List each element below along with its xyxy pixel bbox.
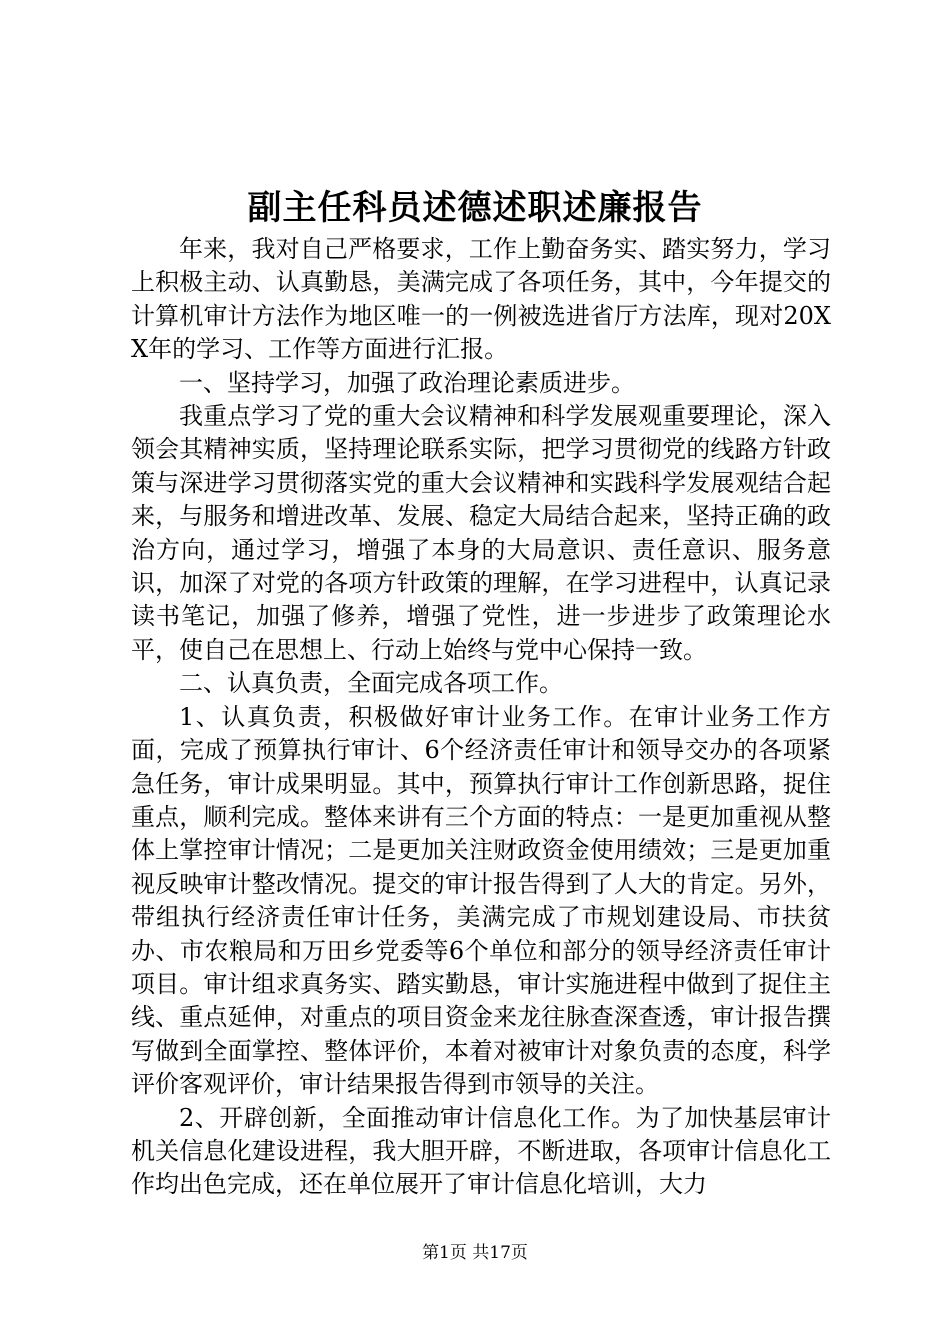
document-title: 副主任科员述德述职述廉报告 [247, 188, 703, 228]
paragraph-study: 我重点学习了党的重大会议精神和科学发展观重要理论，深入领会其精神实质，坚持理论联系实际，把学习贯彻党的线路方针政策与深进学习贯彻落实党的重大会议精神和实践科学发展观结合起来，与服务和增进改革、发展、稳定大局结合起来，坚持正确的政治方向，通过学习，增强了本身的大局意识、责任意识、服务意识，加深了对党的各项方针政策的理解，在学习进程中，认真记录读书笔记，加强了修养，增强了党性，进一步进步了政策理论水平，使自己在思想上、行动上始终与党中心保持一致。 [131, 402, 831, 664]
section-heading-2: 二、认真负责，全面完成各项工作。 [179, 669, 563, 698]
paragraph-informatization: 2、开辟创新，全面推动审计信息化工作。为了加快基层审计机关信息化建设进程，我大胆开辟，不断进取，各项审计信息化工作均出色完成，还在单位展开了审计信息化培训，大力 [131, 1103, 831, 1199]
document-body [131, 233, 831, 1202]
paragraph-intro: 年来，我对自己严格要求，工作上勤奋务实、踏实努力，学习上积极主动、认真勤恳，美满完成了各项任务，其中，今年提交的计算机审计方法作为地区唯一的一例被选进省厅方法库，现对20XX年的学习、工作等方面进行汇报。 [131, 235, 831, 364]
paragraph-audit-work: 1、认真负责，积极做好审计业务工作。在审计业务工作方面，完成了预算执行审计、6个经济责任审计和领导交办的各项紧急任务，审计成果明显。其中，预算执行审计工作创新思路，捉住重点，顺利完成。整体来讲有三个方面的特点：一是更加重视从整体上掌控审计情况；二是更加关注财政资金使用绩效；三是更加重视反映审计整改情况。提交的审计报告得到了人大的肯定。另外，带组执行经济责任审计任务，美满完成了市规划建设局、市扶贫办、市农粮局和万田乡党委等6个单位和部分的领导经济责任审计项目。审计组求真务实、踏实勤恳，审计实施进程中做到了捉住主线、重点延伸，对重点的项目资金来龙往脉查深查透，审计报告撰写做到全面掌控、整体评价，本着对被审计对象负责的态度，科学评价客观评价，审计结果报告得到市领导的关注。 [131, 702, 831, 1099]
page-footer: 第1页 共17页 [422, 1243, 528, 1263]
section-heading-1: 一、坚持学习，加强了政治理论素质进步。 [179, 368, 635, 397]
